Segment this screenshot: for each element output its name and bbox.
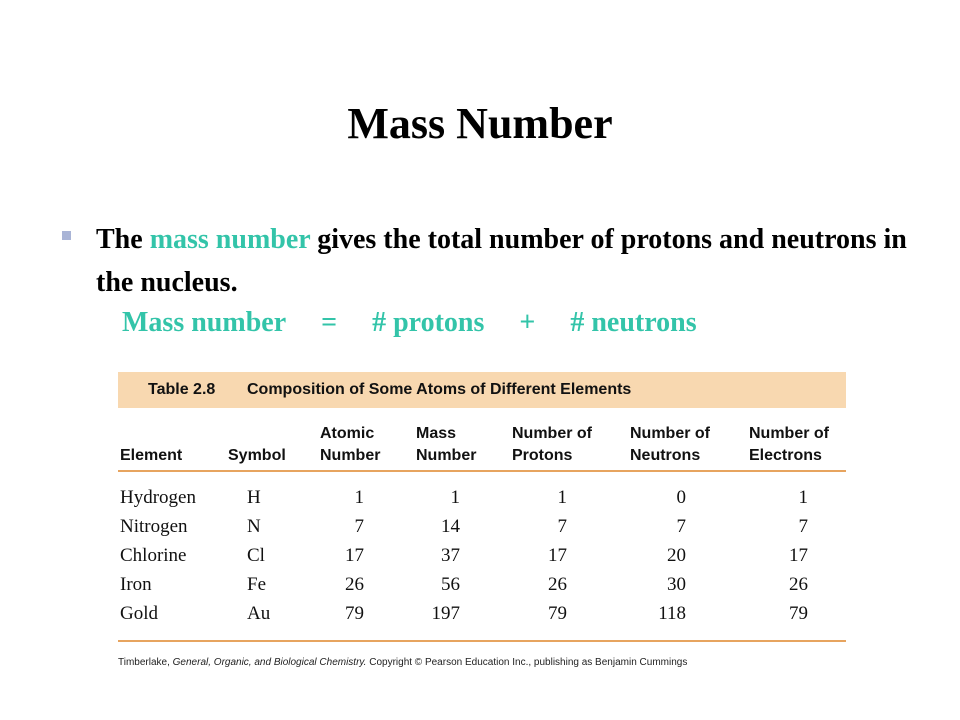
cell-atomic: 17 bbox=[345, 545, 364, 566]
header-neutrons: Number of Neutrons bbox=[630, 425, 710, 464]
table-row bbox=[118, 486, 846, 515]
cell-mass: 56 bbox=[441, 574, 460, 595]
cell-symbol: Fe bbox=[247, 574, 266, 595]
cell-atomic: 1 bbox=[354, 487, 364, 508]
cell-atomic: 7 bbox=[354, 516, 364, 537]
cell-electrons: 26 bbox=[789, 574, 808, 595]
cell-mass: 14 bbox=[441, 516, 460, 537]
cell-symbol: N bbox=[247, 516, 261, 537]
table-row bbox=[118, 573, 846, 602]
credit-copyright: Copyright © Pearson Education Inc., publishing as Benjamin Cummings bbox=[366, 657, 688, 668]
mass-number-highlight: mass number bbox=[149, 224, 311, 255]
table-caption-number: Table 2.8 bbox=[148, 381, 216, 398]
cell-protons: 7 bbox=[557, 516, 567, 537]
header-mass-number: Mass Number bbox=[416, 425, 477, 464]
header-atomic-number: Atomic Number bbox=[320, 425, 381, 464]
bullet-text bbox=[96, 218, 936, 304]
cell-atomic: 26 bbox=[345, 574, 364, 595]
cell-protons: 79 bbox=[548, 603, 567, 624]
mass-number-formula bbox=[122, 307, 697, 339]
cell-neutrons: 30 bbox=[667, 574, 686, 595]
credit-author: Timberlake, bbox=[118, 657, 173, 668]
cell-neutrons: 118 bbox=[658, 603, 686, 624]
formula-neutrons: # neutrons bbox=[570, 307, 697, 338]
cell-neutrons: 7 bbox=[676, 516, 686, 537]
credit-book-title: General, Organic, and Biological Chemistry. bbox=[172, 657, 367, 668]
header-protons: Number of Protons bbox=[512, 425, 592, 464]
cell-electrons: 1 bbox=[798, 487, 808, 508]
table-row bbox=[118, 544, 846, 573]
header-element: Element bbox=[120, 447, 183, 464]
cell-electrons: 79 bbox=[789, 603, 808, 624]
table-row bbox=[118, 515, 846, 544]
cell-element: Gold bbox=[120, 603, 158, 624]
table-caption-title: Composition of Some Atoms of Different Elements bbox=[247, 381, 632, 398]
header-rule bbox=[118, 470, 846, 472]
cell-element: Nitrogen bbox=[120, 516, 188, 537]
cell-symbol: Au bbox=[247, 603, 271, 624]
slide-title: Mass Number bbox=[347, 99, 613, 148]
copyright-credit bbox=[118, 657, 687, 668]
cell-symbol: H bbox=[247, 487, 261, 508]
cell-mass: 1 bbox=[450, 487, 460, 508]
formula-protons: # protons bbox=[372, 307, 485, 338]
formula-plus: + bbox=[519, 307, 536, 338]
cell-electrons: 7 bbox=[798, 516, 808, 537]
bullet-text-start: The bbox=[96, 224, 150, 255]
cell-element: Chlorine bbox=[120, 545, 187, 566]
cell-atomic: 79 bbox=[345, 603, 364, 624]
cell-protons: 17 bbox=[548, 545, 567, 566]
cell-mass: 197 bbox=[431, 603, 460, 624]
cell-symbol: Cl bbox=[247, 545, 265, 566]
cell-electrons: 17 bbox=[789, 545, 808, 566]
composition-table bbox=[118, 372, 846, 642]
footer-rule bbox=[118, 640, 846, 642]
header-electrons: Number of Electrons bbox=[749, 425, 829, 464]
bullet-text-end: gives the total number of protons and neutrons in the nucleus. bbox=[96, 224, 907, 298]
cell-neutrons: 20 bbox=[667, 545, 686, 566]
formula-lhs: Mass number bbox=[122, 307, 287, 338]
bullet-square-icon bbox=[62, 231, 71, 240]
cell-element: Hydrogen bbox=[120, 487, 196, 508]
cell-protons: 26 bbox=[548, 574, 567, 595]
cell-mass: 37 bbox=[441, 545, 460, 566]
cell-element: Iron bbox=[120, 574, 152, 595]
header-symbol: Symbol bbox=[228, 447, 286, 464]
table-row bbox=[118, 602, 846, 631]
cell-neutrons: 0 bbox=[676, 487, 686, 508]
cell-protons: 1 bbox=[557, 487, 567, 508]
table-caption-bar bbox=[118, 372, 846, 408]
formula-equals: = bbox=[321, 307, 338, 338]
